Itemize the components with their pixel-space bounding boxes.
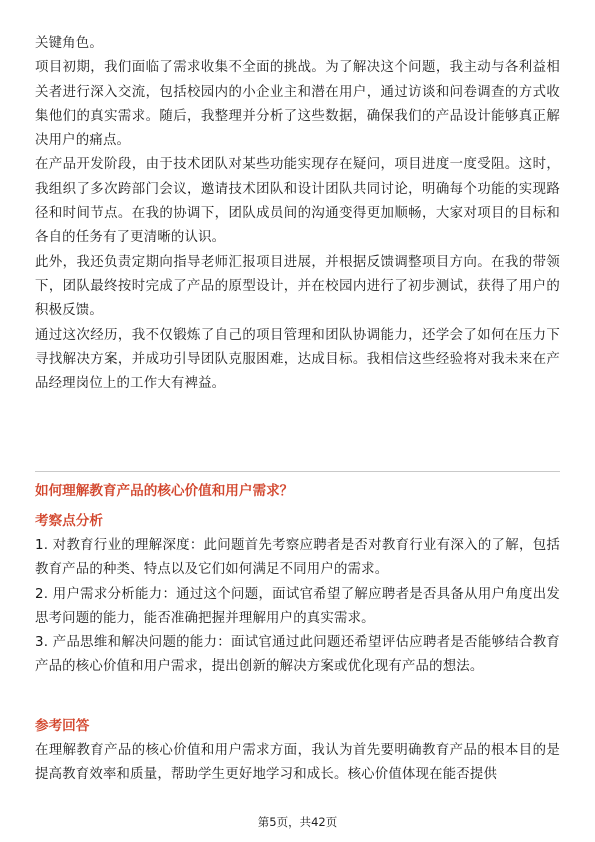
analysis-item: 3. 产品思维和解决问题的能力：面试官通过此问题还希望评估应聘者是否能够结合教育产品的核心价值和用户需求，提出创新的解决方案或优化现有产品的想法。 <box>35 635 560 675</box>
section-divider <box>35 471 560 472</box>
answer-heading: 参考回答 <box>35 718 90 734</box>
paragraph-reporting: 此外，我还负责定期向指导老师汇报项目进展，并根据反馈调整项目方向。在我的带领下，团队最终按时完成了产品的原型设计，并在校园内进行了初步测试，获得了用户的积极反馈。 <box>35 254 560 319</box>
analysis-item: 1. 对教育行业的理解深度：此问题首先考察应聘者是否对教育行业有深入的了解，包括教育产品的种类、特点以及它们如何满足不同用户的需求。 <box>35 538 560 578</box>
paragraph-intro-tail: 关键角色。 <box>35 36 103 51</box>
paragraph-conclusion: 通过这次经历，我不仅锻炼了自己的项目管理和团队协调能力，还学会了如何在压力下寻找解决方案，并成功引导团队克服困难，达成目标。我相信这些经验将对我未来在产品经理岗位上的工作大有裨益。 <box>35 327 560 392</box>
question-heading: 如何理解教育产品的核心价值和用户需求？ <box>35 483 294 499</box>
analysis-heading: 考察点分析 <box>35 513 103 529</box>
analysis-item: 2. 用户需求分析能力：通过这个问题，面试官希望了解应聘者是否具备从用户角度出发思考问题的能力，能否准确把握并理解用户的真实需求。 <box>35 586 560 626</box>
page-number: 第5页，共42页 <box>257 815 338 829</box>
paragraph-requirements: 项目初期，我们面临了需求收集不全面的挑战。为了解决这个问题，我主动与各利益相关者进行深入交流，包括校园内的小企业主和潜在用户，通过访谈和问卷调查的方式收集他们的真实需求。随后，我整理并分析了这些数据，确保我们的产品设计能够真正解决用户的痛点。 <box>35 60 560 149</box>
answer-paragraph: 在理解教育产品的核心价值和用户需求方面，我认为首先要明确教育产品的根本目的是提高教育效率和质量，帮助学生更好地学习和成长。核心价值体现在能否提供 <box>35 743 560 783</box>
answer-section <box>35 739 560 788</box>
analysis-list <box>35 534 560 680</box>
story-section <box>35 32 560 396</box>
paragraph-development: 在产品开发阶段，由于技术团队对某些功能实现存在疑问，项目进度一度受阻。这时，我组织了多次跨部门会议，邀请技术团队和设计团队共同讨论，明确每个功能的实现路径和时间节点。在我的协调下，团队成员间的沟通变得更加顺畅，大家对项目的目标和各自的任务有了更清晰的认识。 <box>35 157 560 246</box>
